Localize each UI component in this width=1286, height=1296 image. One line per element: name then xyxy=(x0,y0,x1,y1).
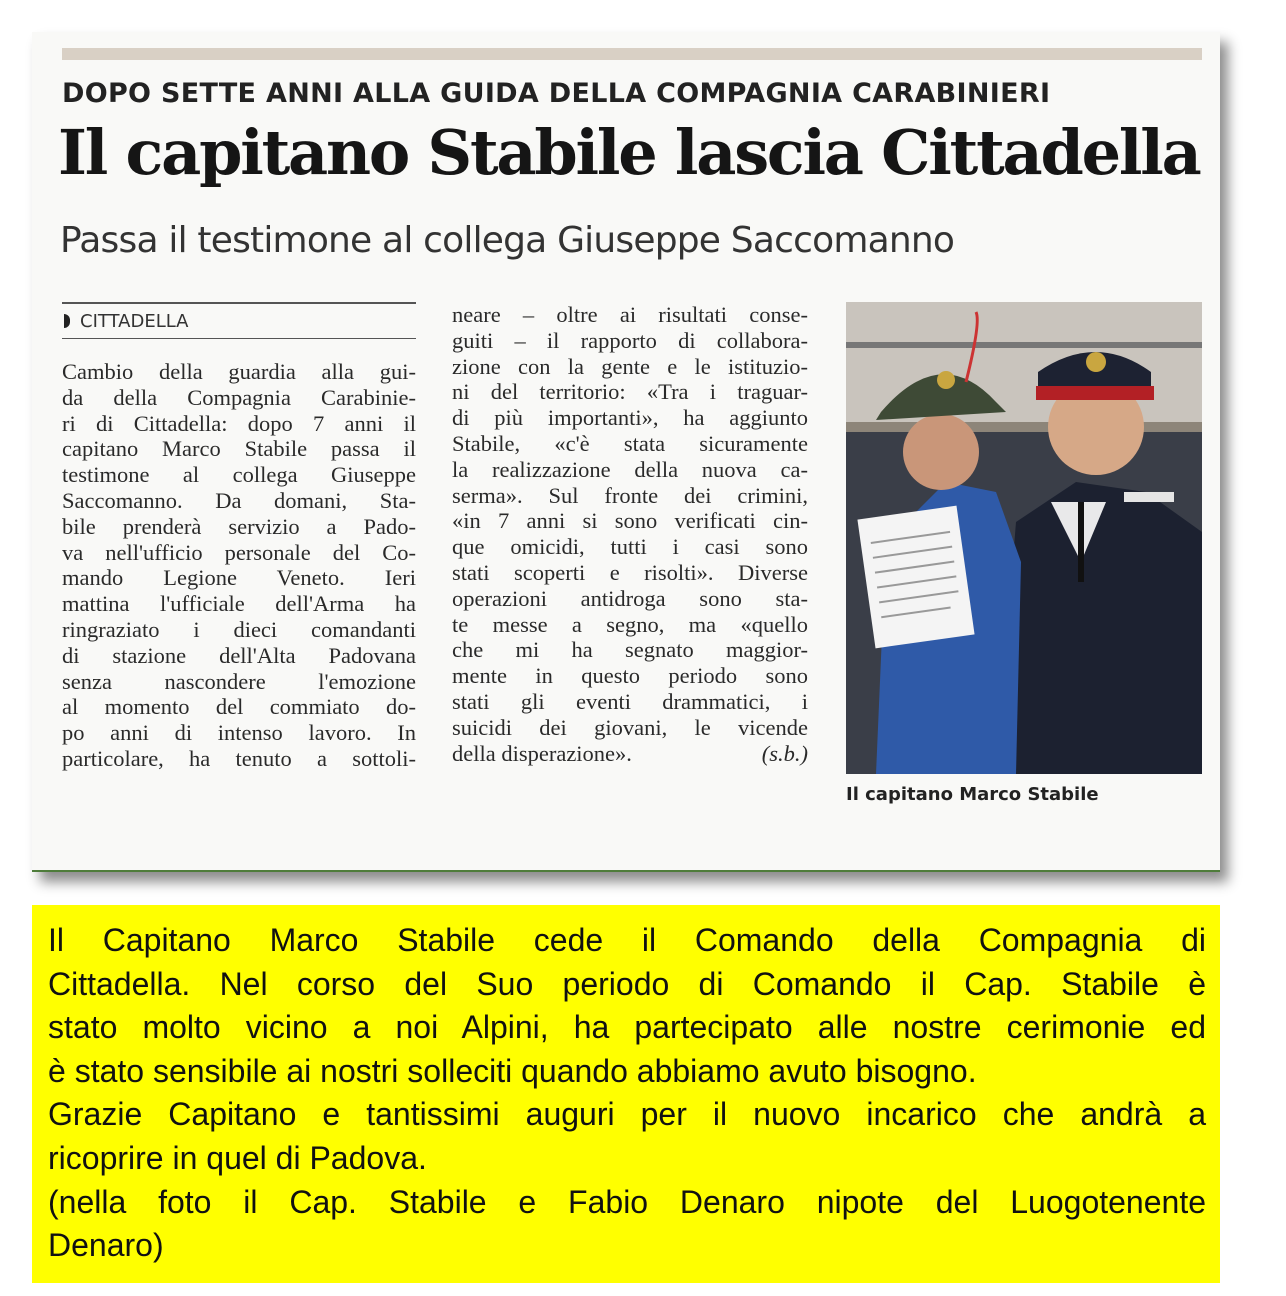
column-line: stati scoperti e risolti». Diverse xyxy=(452,559,808,585)
column-line: testimone al collega Giuseppe xyxy=(62,462,416,488)
column-line: suicidi dei giovani, le vicende xyxy=(452,714,808,740)
article-subhead: Passa il testimone al collega Giuseppe Saccomanno xyxy=(60,220,955,261)
column-line: bile prenderà servizio a Pado- xyxy=(62,513,416,539)
article-column-2 xyxy=(452,302,808,766)
column-line: «in 7 anni si sono verificati cin- xyxy=(452,508,808,534)
column-line: la realizzazione della nuova ca- xyxy=(452,456,808,482)
column-line: mente in questo periodo sono xyxy=(452,663,808,689)
newspaper-clipping xyxy=(32,32,1220,872)
column-line: zione con la gente e le istituzio- xyxy=(452,353,808,379)
column-line: stati gli eventi drammatici, i xyxy=(452,688,808,714)
photo-caption: Il capitano Marco Stabile xyxy=(846,784,1099,805)
section-label xyxy=(62,302,416,339)
column-line: da della Compagnia Carabinie- xyxy=(62,384,416,410)
column-line: capitano Marco Stabile passa il xyxy=(62,436,416,462)
section-marker-icon xyxy=(64,314,70,328)
column-line: po anni di intenso lavoro. In xyxy=(62,720,416,746)
column-line: di più importanti», ha aggiunto xyxy=(452,405,808,431)
column-line: ringraziato i dieci comandanti xyxy=(62,616,416,642)
column-line: operazioni antidroga sono sta- xyxy=(452,585,808,611)
highlight-note xyxy=(32,905,1220,1283)
column-line: di stazione dell'Alta Padovana xyxy=(62,642,416,668)
column-line: te messe a segno, ma «quello xyxy=(452,611,808,637)
column-line: che mi ha segnato maggior- xyxy=(452,637,808,663)
article-photo xyxy=(846,302,1202,774)
author-signature: (s.b.) xyxy=(761,740,808,766)
note-line: (nella foto il Cap. Stabile e Fabio Denaro nipote del Luogotenente xyxy=(48,1183,1206,1220)
column-line: particolare, ha tenuto a sottoli- xyxy=(62,745,416,771)
article-headline: Il capitano Stabile lascia Cittadella xyxy=(58,116,1200,189)
note-line: è stato sensibile ai nostri solleciti quando abbiamo avuto bisogno. xyxy=(48,1052,977,1089)
column-line: Cambio della guardia alla gui- xyxy=(62,359,416,384)
column-last-text: della disperazione». xyxy=(452,740,632,766)
column-line: senza nascondere l'emozione xyxy=(62,668,416,694)
article-kicker: DOPO SETTE ANNI ALLA GUIDA DELLA COMPAGNIA CARABINIERI xyxy=(62,78,1051,109)
note-line: Il Capitano Marco Stabile cede il Comando della Compagnia di xyxy=(48,922,1206,958)
note-text xyxy=(48,919,1206,1268)
column-last-line xyxy=(452,741,808,767)
column-line: guiti – il rapporto di collabora- xyxy=(452,327,808,353)
photo-illustration xyxy=(846,302,1202,774)
column-line: Stabile, «c'è stata sicuramente xyxy=(452,430,808,456)
column-line: Saccomanno. Da domani, Sta- xyxy=(62,487,416,513)
section-label-text: CITTADELLA xyxy=(80,310,189,332)
note-line: Grazie Capitano e tantissimi auguri per il nuovo incarico che andrà a xyxy=(48,1096,1206,1133)
column-line: serma». Sul fronte dei crimini, xyxy=(452,482,808,508)
note-line: Denaro) xyxy=(48,1227,164,1264)
column-line: ni del territorio: «Tra i traguar- xyxy=(452,379,808,405)
column-line: que omicidi, tutti i casi sono xyxy=(452,534,808,560)
column-line: neare – oltre ai risultati conse- xyxy=(452,302,808,327)
column-line: mattina l'ufficiale dell'Arma ha xyxy=(62,591,416,617)
note-line: Cittadella. Nel corso del Suo periodo di Comando il Cap. Stabile è xyxy=(48,965,1206,1002)
column-line: va nell'ufficio personale del Co- xyxy=(62,539,416,565)
column-line: al momento del commiato do- xyxy=(62,694,416,720)
article-column-1 xyxy=(62,359,416,772)
column-line: ri di Cittadella: dopo 7 anni il xyxy=(62,410,416,436)
top-rule xyxy=(62,48,1202,60)
note-line: ricoprire in quel di Padova. xyxy=(48,1139,427,1176)
column-line: mando Legione Veneto. Ieri xyxy=(62,565,416,591)
note-line: stato molto vicino a noi Alpini, ha partecipato alle nostre cerimonie ed xyxy=(48,1009,1206,1046)
